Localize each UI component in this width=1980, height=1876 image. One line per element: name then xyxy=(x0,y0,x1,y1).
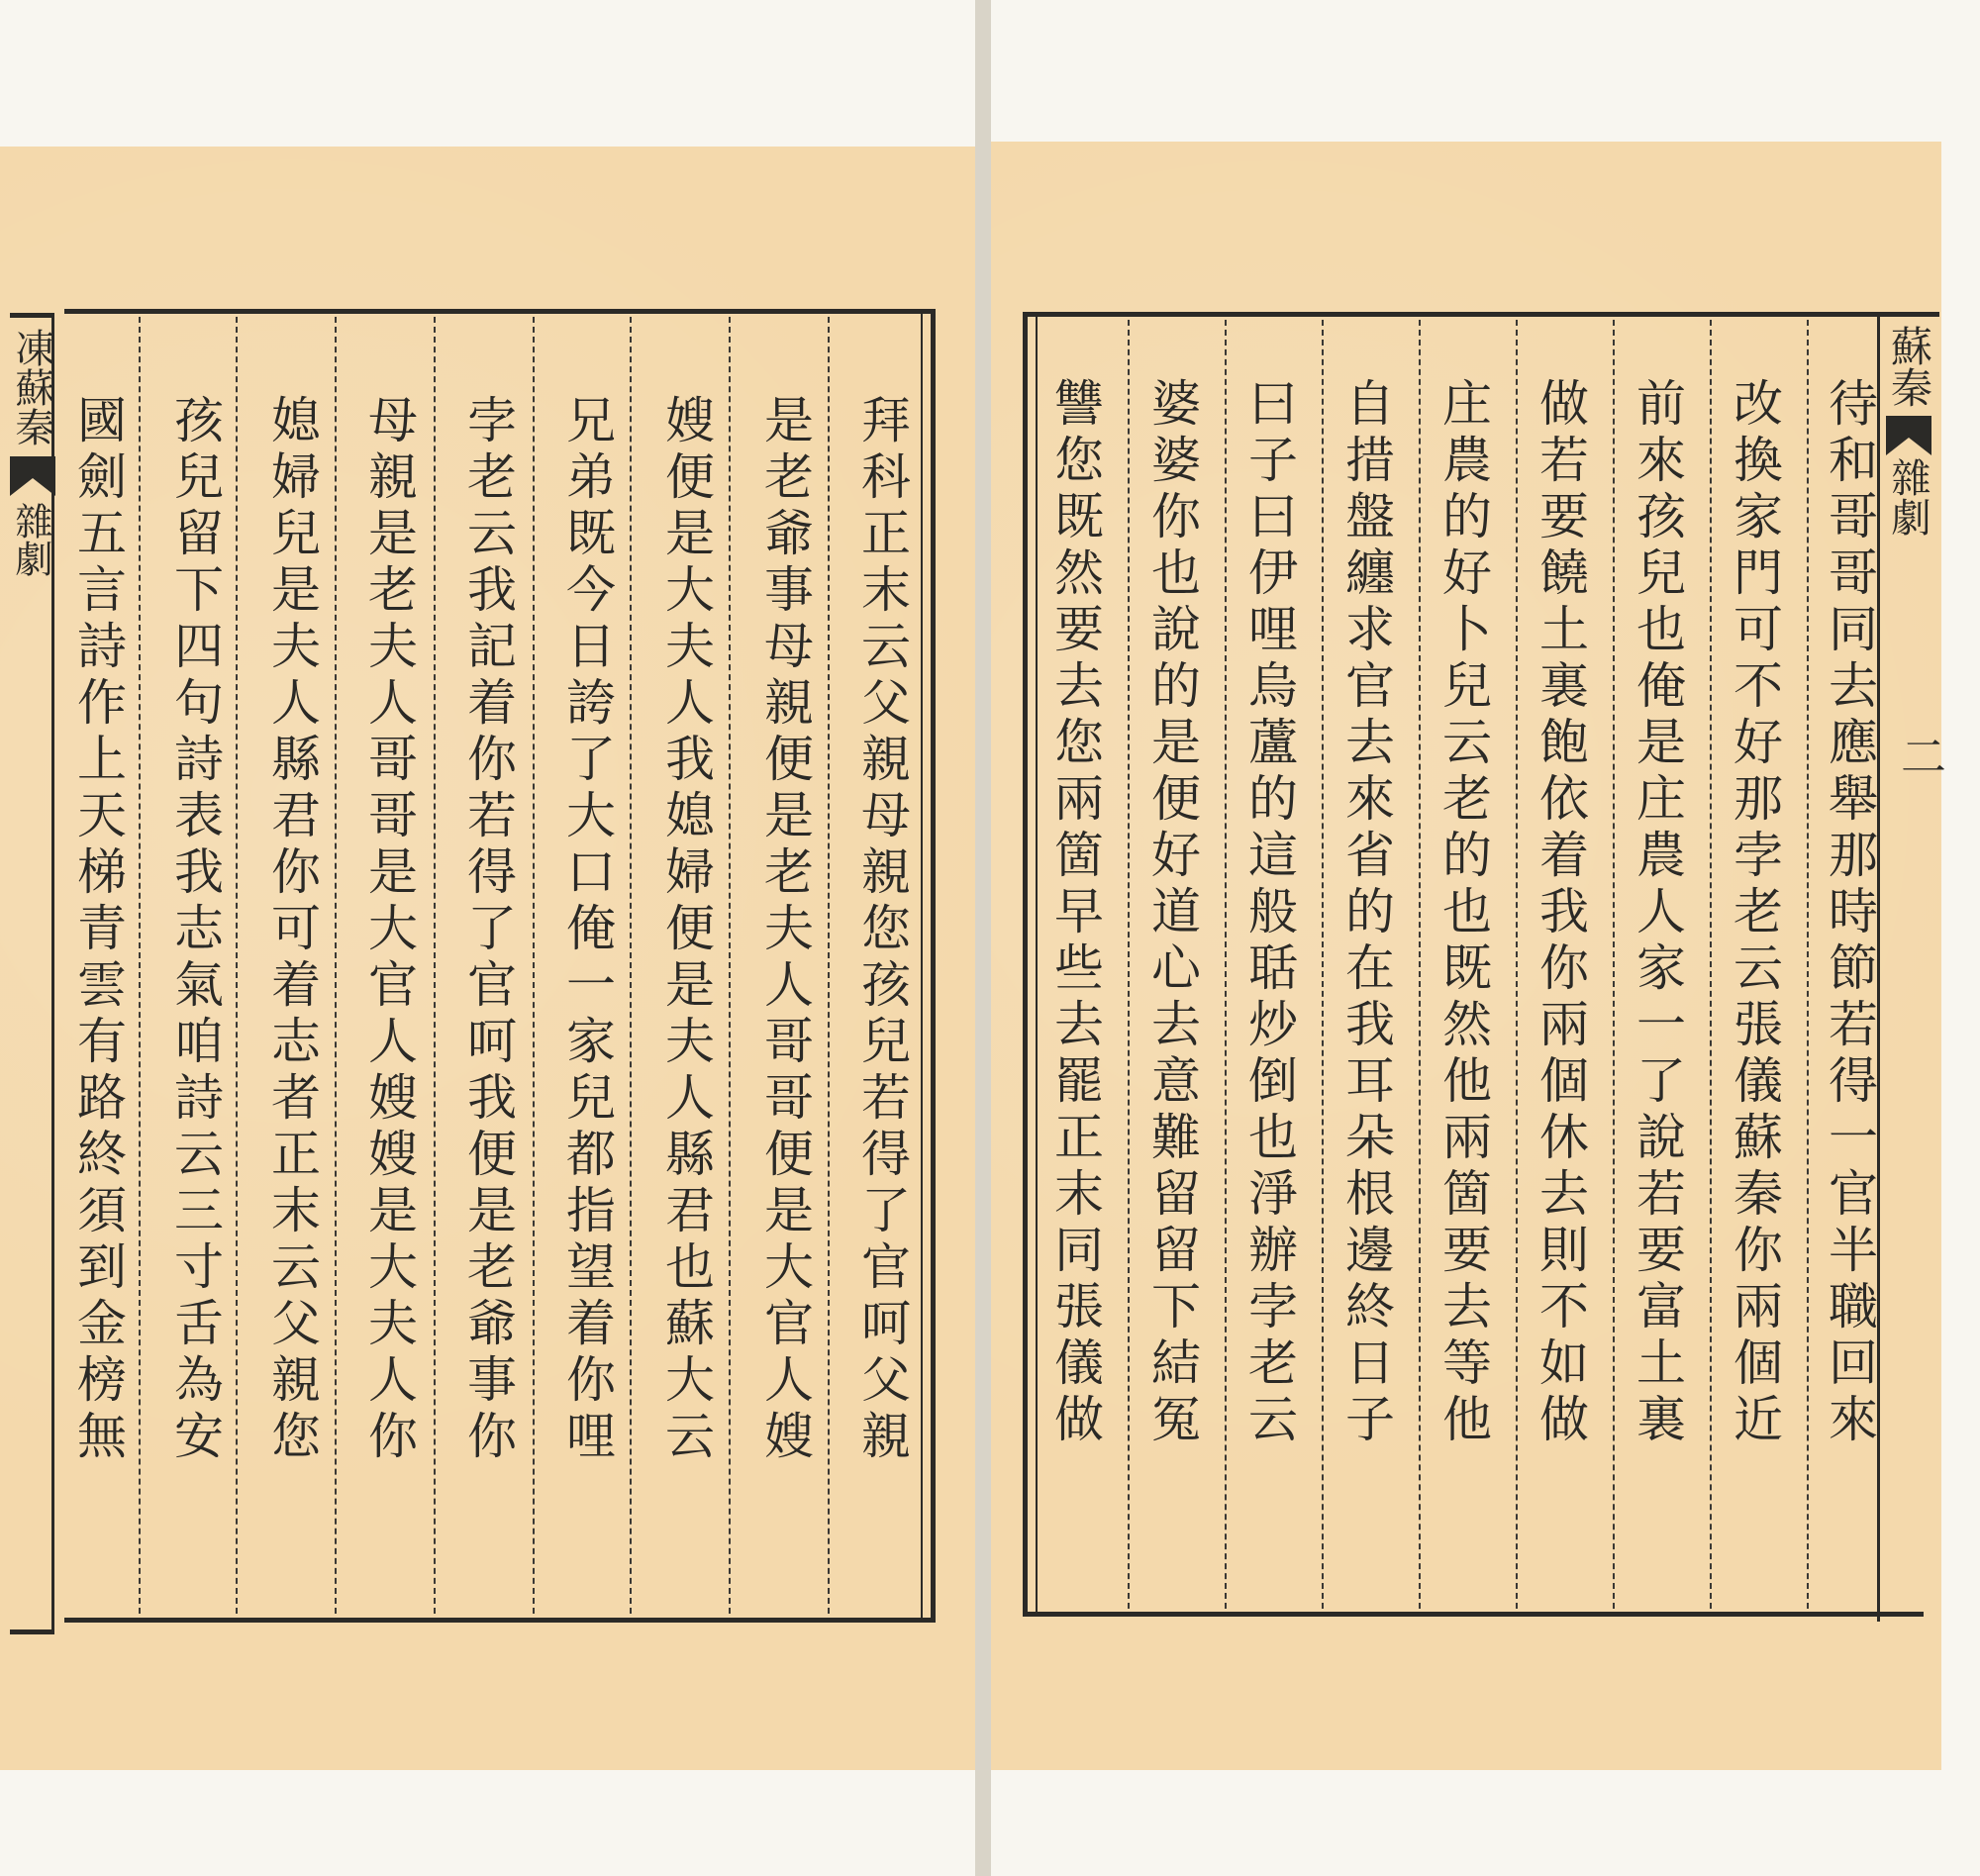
book-spine xyxy=(975,0,991,1876)
text-column: 改換家門可不好那孛老云張儀蘇秦你兩個近 xyxy=(1726,377,1783,1449)
text-column: 母親是老夫人哥哥是大官人嫂嫂是大夫人你 xyxy=(360,394,418,1466)
left-margin-block xyxy=(10,313,54,1634)
text-column: 待和哥哥同去應舉那時節若得一官半職回來 xyxy=(1821,377,1878,1449)
text-column: 孛老云我記着你若得了官呵我便是老爺事你 xyxy=(459,394,517,1466)
right-margin-strip xyxy=(1877,312,1947,1622)
column-rule xyxy=(630,317,632,1614)
text-column: 兄弟既今日誇了大口俺一家兒都指望着你哩 xyxy=(558,394,616,1466)
column-rule xyxy=(1322,320,1324,1609)
text-column: 前來孩兒也俺是庄農人家一了說若要富土裏 xyxy=(1629,377,1686,1449)
text-column: 庄農的好卜兒云老的也既然他兩箇要去等他 xyxy=(1435,377,1492,1449)
left-frame-inner-rule xyxy=(921,314,923,1618)
margin-title-right: 蘇秦 xyxy=(1885,325,1933,408)
text-column: 媳婦兒是夫人縣君你可着志者正末云父親您 xyxy=(263,394,321,1466)
text-column: 嫂便是大夫人我媳婦便是夫人縣君也蘇大云 xyxy=(657,394,715,1466)
text-column: 曰子曰伊哩烏蘆的這般聒炒倒也淨辦孛老云 xyxy=(1240,377,1298,1449)
text-column: 是老爺事母親便是老夫人哥哥便是大官人嫂 xyxy=(756,394,814,1466)
column-rule xyxy=(1710,320,1712,1609)
text-column: 婆婆你也說的是便好道心去意難留留下結冤 xyxy=(1143,377,1201,1449)
column-rule xyxy=(533,317,535,1614)
column-rule xyxy=(139,317,141,1614)
left-page xyxy=(0,147,975,1770)
margin-section-left: 雜劇 xyxy=(9,502,52,577)
page-number: 二 xyxy=(1894,733,1947,778)
text-column: 做若要饒土裏飽依着我你兩個休去則不如做 xyxy=(1532,377,1589,1449)
text-column: 拜科正末云父親母親您孩兒若得了官呵父親 xyxy=(853,394,911,1466)
column-rule xyxy=(1225,320,1227,1609)
right-page xyxy=(991,142,1947,1770)
text-column: 讐您既然要去您兩箇早些去罷正末同張儀做 xyxy=(1046,377,1104,1449)
column-rule xyxy=(1516,320,1518,1609)
column-rule xyxy=(729,317,731,1614)
right-frame-inner-rule xyxy=(1036,317,1038,1612)
margin-title-left: 凍蘇秦 xyxy=(9,328,54,446)
margin-section-right: 雜劇 xyxy=(1885,457,1930,537)
text-column: 孩兒留下四句詩表我志氣咱詩云三寸舌為安 xyxy=(166,394,224,1466)
text-column: 國劍五言詩作上天梯青雲有路終須到金榜無 xyxy=(69,394,127,1466)
column-rule xyxy=(1807,320,1809,1609)
column-rule xyxy=(434,317,436,1614)
fish-tail-mark-right xyxy=(1886,416,1931,455)
column-rule xyxy=(1128,320,1130,1609)
column-rule xyxy=(335,317,337,1614)
text-column: 自措盤纏求官去來省的在我耳朵根邊終日子 xyxy=(1337,377,1395,1449)
column-rule xyxy=(1613,320,1615,1609)
column-rule xyxy=(236,317,238,1614)
column-rule xyxy=(828,317,830,1614)
column-rule xyxy=(1419,320,1421,1609)
fish-tail-mark-left xyxy=(10,456,55,496)
